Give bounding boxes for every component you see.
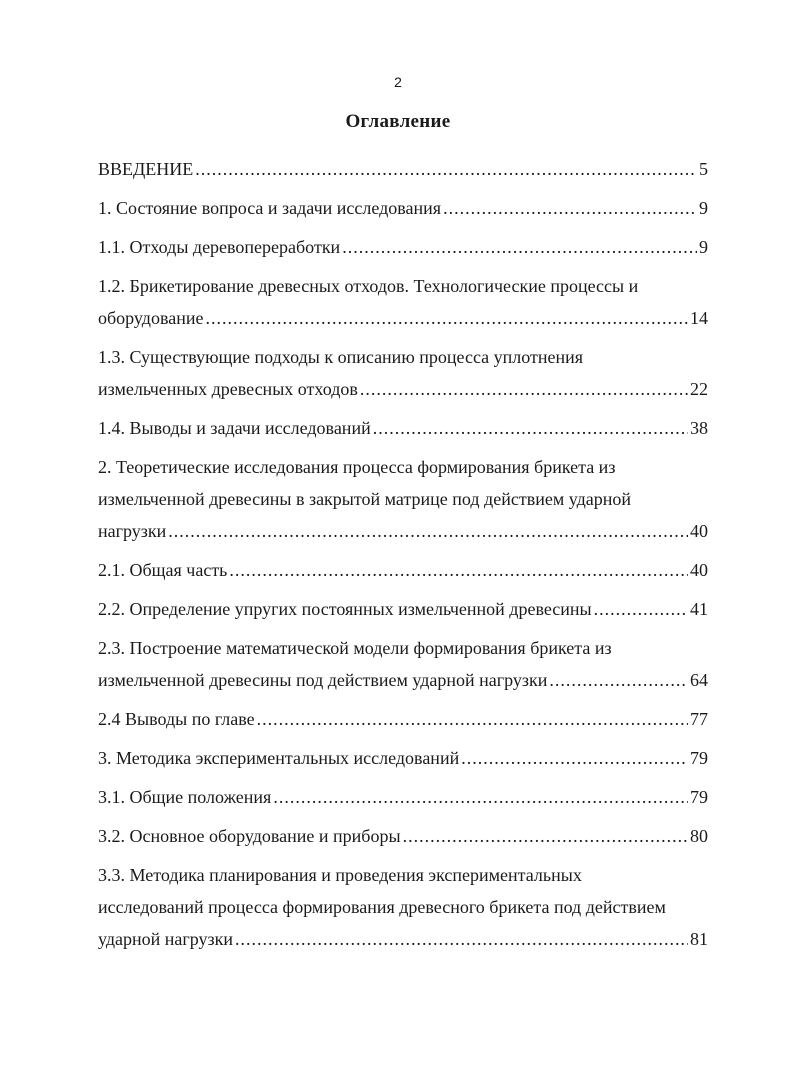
dot-leader: [342, 231, 697, 263]
toc-entry[interactable]: [98, 153, 708, 185]
dot-leader: [205, 302, 688, 334]
toc-entry-text: 1. Состояние вопроса и задачи исследования: [98, 198, 442, 218]
toc-entry-page-number: 40: [690, 521, 708, 541]
toc-entry[interactable]: [98, 859, 708, 955]
toc-entry-page-number: 38: [690, 418, 708, 438]
toc-entry-page-number: 40: [690, 560, 708, 580]
toc-entry[interactable]: [98, 781, 708, 813]
toc-entry-text: ВВЕДЕНИЕ: [98, 159, 194, 179]
toc-entry-last-line: [98, 742, 708, 774]
toc-entry[interactable]: [98, 451, 708, 547]
toc-entry-text: 2.1. Общая часть: [98, 560, 228, 580]
toc-entry-text: 3.1. Общие положения: [98, 787, 272, 807]
toc-entry-text: ударной нагрузки: [98, 929, 234, 949]
toc-entry-page-number: 80: [690, 826, 708, 846]
dot-leader: [443, 192, 697, 224]
dot-leader: [257, 703, 688, 735]
toc-entry-last-line: [98, 515, 708, 547]
toc-entry[interactable]: [98, 820, 708, 852]
dot-leader: [549, 664, 688, 696]
toc-entry-last-line: [98, 554, 708, 586]
toc-entry-page-number: 79: [690, 748, 708, 768]
toc-entry-last-line: [98, 703, 708, 735]
toc-entry[interactable]: [98, 632, 708, 696]
toc-entry[interactable]: [98, 593, 708, 625]
toc-entry[interactable]: [98, 554, 708, 586]
dot-leader: [360, 373, 688, 405]
toc-entry-last-line: [98, 923, 708, 955]
toc-entry-text: 2.3. Построение математической модели формирования брикета из: [98, 638, 612, 658]
toc-entry-page-number: 81: [690, 929, 708, 949]
toc-entry-page-number: 77: [690, 709, 708, 729]
toc-entry-last-line: [98, 153, 708, 185]
toc-entry-text: нагрузки: [98, 521, 167, 541]
toc-entry-text: оборудование: [98, 308, 204, 328]
dot-leader: [195, 153, 697, 185]
toc-entry-page-number: 14: [690, 308, 708, 328]
dot-leader: [235, 923, 688, 955]
toc-entry[interactable]: [98, 231, 708, 263]
toc-entry-text: измельченной древесины в закрытой матрице под действием ударной: [98, 489, 631, 509]
toc-entry-text: 3.2. Основное оборудование и приборы: [98, 826, 401, 846]
toc-entry-last-line: [98, 231, 708, 263]
toc-entry-last-line: [98, 412, 708, 444]
dot-leader: [594, 593, 688, 625]
dot-leader: [168, 515, 688, 547]
toc-entry-last-line: [98, 664, 708, 696]
toc-entry-last-line: [98, 820, 708, 852]
dot-leader: [273, 781, 688, 813]
toc-entry-last-line: [98, 781, 708, 813]
toc-entry-page-number: 5: [699, 159, 708, 179]
toc-entry[interactable]: [98, 703, 708, 735]
table-of-contents: [98, 153, 708, 962]
toc-entry[interactable]: [98, 341, 708, 405]
toc-entry-last-line: [98, 302, 708, 334]
toc-entry-text: измельченных древесных отходов: [98, 379, 358, 399]
toc-entry-page-number: 22: [690, 379, 708, 399]
dot-leader: [373, 412, 688, 444]
toc-entry-text: 2.4 Выводы по главе: [98, 709, 255, 729]
toc-entry-page-number: 9: [699, 237, 708, 257]
dot-leader: [403, 820, 688, 852]
toc-entry-text: 3. Методика экспериментальных исследований: [98, 748, 460, 768]
toc-entry-page-number: 79: [690, 787, 708, 807]
toc-entry-last-line: [98, 192, 708, 224]
toc-entry-page-number: 64: [690, 670, 708, 690]
toc-entry-text: исследований процесса формирования древесного брикета под действием: [98, 897, 666, 917]
toc-entry-page-number: 41: [690, 599, 708, 619]
toc-entry-text: 3.3. Методика планирования и проведения экспериментальных: [98, 865, 582, 885]
toc-entry-text: 1.3. Существующие подходы к описанию процесса уплотнения: [98, 347, 584, 367]
page-number: 2: [394, 74, 402, 90]
toc-entry[interactable]: [98, 192, 708, 224]
toc-entry-page-number: 9: [699, 198, 708, 218]
toc-entry[interactable]: [98, 270, 708, 334]
toc-entry-text: 1.4. Выводы и задачи исследований: [98, 418, 371, 438]
toc-entry-text: измельченной древесины под действием ударной нагрузки: [98, 670, 548, 690]
toc-entry[interactable]: [98, 742, 708, 774]
toc-entry-text: 2. Теоретические исследования процесса формирования брикета из: [98, 457, 616, 477]
dot-leader: [461, 742, 688, 774]
toc-title: Оглавление: [345, 111, 451, 132]
toc-entry-text: 1.1. Отходы деревопереработки: [98, 237, 341, 257]
toc-entry-text: 1.2. Брикетирование древесных отходов. Технологические процессы и: [98, 276, 639, 296]
toc-entry-text: 2.2. Определение упругих постоянных измельченной древесины: [98, 599, 592, 619]
toc-entry[interactable]: [98, 412, 708, 444]
toc-entry-last-line: [98, 593, 708, 625]
toc-entry-last-line: [98, 373, 708, 405]
dot-leader: [229, 554, 688, 586]
